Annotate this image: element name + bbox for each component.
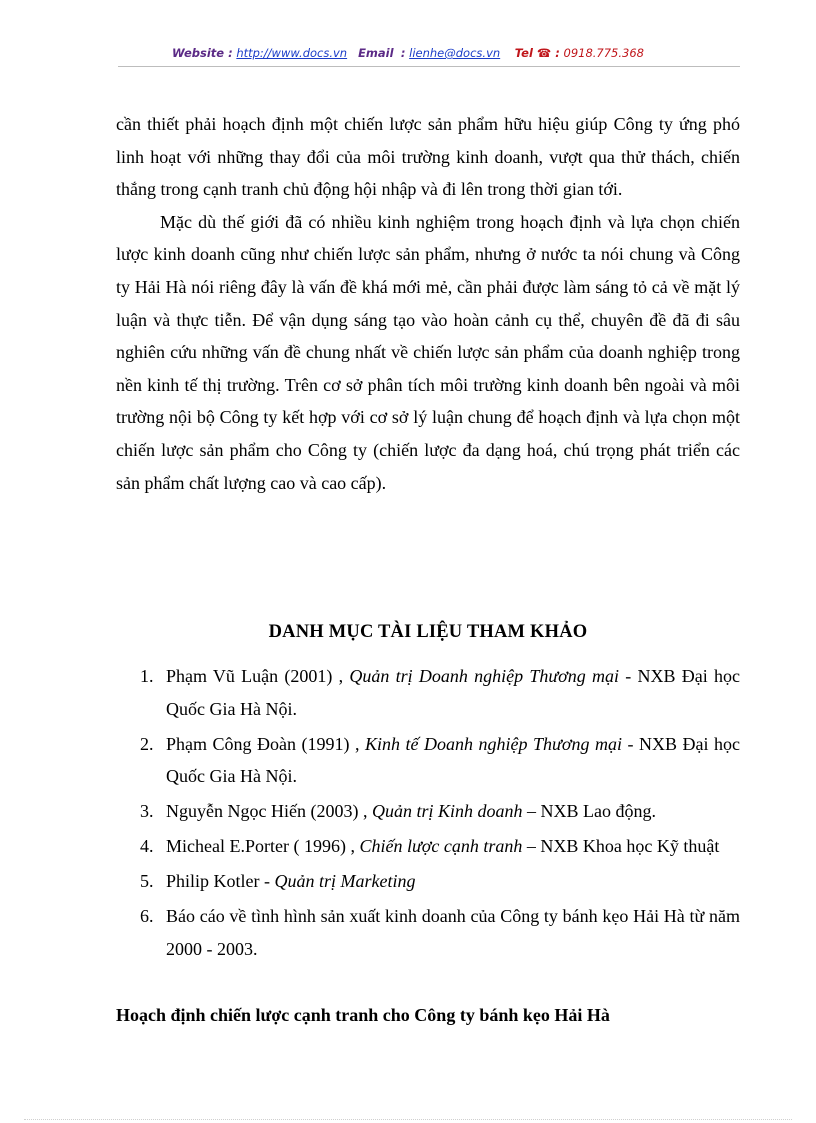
reference-work-title: Quản trị Marketing — [274, 871, 416, 892]
reference-item — [116, 830, 740, 863]
reference-text — [166, 660, 740, 725]
reference-item — [116, 660, 740, 725]
paragraph-2: Mặc dù thế giới đã có nhiều kinh nghiệm trong hoạch định và lựa chọn chiến lược kinh doanh cũng như chiến lược sản phẩm, nhưng ở nước ta nói chung và Công ty Hải Hà nói riêng đây là vấn đề khá mới mẻ, cần phải được làm sáng tỏ cả về mặt lý luận và thực tiễn. Để vận dụng sáng tạo vào hoàn cảnh cụ thể, chuyên đề đã đi sâu nghiên cứu những vấn đề chung nhất về chiến lược sản phẩm của doanh nghiệp trong nền kinh tế thị trường. Trên cơ sở phân tích môi trường kinh doanh bên ngoài và môi trường nội bộ Công ty kết hợp với cơ sở lý luận chung để hoạch định và lựa chọn một chiến lược sản phẩm cho Công ty (chiến lược đa dạng hoá, chú trọng phát triển các sản phẩm chất lượng cao và cao cấp). — [116, 211, 740, 493]
body-text — [116, 108, 740, 499]
reference-author: Philip Kotler - — [166, 871, 275, 892]
bottom-divider — [24, 1119, 792, 1120]
references-list — [116, 660, 740, 968]
reference-item — [116, 795, 740, 828]
reference-author: Báo cáo về tình hình sản xuất kinh doanh của Công ty bánh kẹo Hải Hà từ năm 2000 - 2003. — [166, 906, 740, 959]
reference-work-title: Kinh tế Doanh nghiệp Thương mại — [365, 733, 622, 754]
reference-author: Phạm Vũ Luận (2001) , — [166, 666, 350, 686]
reference-text — [166, 900, 740, 965]
reference-number: 4. — [140, 836, 154, 857]
reference-item — [116, 900, 740, 965]
reference-publisher: - NXB Đại học Quốc Gia Hà Nội. — [166, 733, 741, 787]
reference-work-title: Chiến lược cạnh tranh — [359, 836, 523, 857]
reference-text — [166, 830, 740, 863]
reference-author: Micheal E.Porter ( 1996) , — [166, 836, 360, 857]
website-link[interactable]: http://www.docs.vn — [236, 46, 348, 60]
reference-publisher: – NXB Khoa học Kỹ thuật — [522, 836, 720, 857]
email-separator: : — [400, 46, 406, 60]
reference-number: 1. — [140, 666, 154, 686]
reference-work-title: Quản trị Doanh nghiệp Thương mại — [349, 666, 620, 686]
reference-text — [166, 795, 740, 828]
reference-text — [166, 865, 740, 898]
website-label: Website : — [172, 46, 233, 60]
reference-number: 6. — [140, 906, 154, 927]
page-header — [0, 46, 816, 60]
reference-publisher: - NXB Đại học Quốc Gia Hà Nội. — [166, 666, 740, 719]
tel-number: 0918.775.368 — [563, 46, 644, 60]
reference-author: Nguyễn Ngọc Hiến (2003) , — [166, 801, 372, 822]
reference-item — [116, 865, 740, 898]
reference-number: 2. — [140, 733, 154, 754]
email-label: Email — [358, 46, 394, 60]
paragraph-1: cần thiết phải hoạch định một chiến lược sản phẩm hữu hiệu giúp Công ty ứng phó linh hoạt với những thay đổi của môi trường kinh doanh, vượt qua thử thách, chiến thắng trong cạnh tranh chủ động hội nhập và đi lên trong thời gian tới. — [116, 114, 740, 200]
reference-publisher: – NXB Lao động. — [522, 801, 656, 822]
reference-number: 3. — [140, 801, 154, 822]
reference-work-title: Quản trị Kinh doanh — [371, 801, 523, 822]
header-divider — [118, 66, 740, 67]
email-link[interactable]: lienhe@docs.vn — [409, 46, 501, 60]
reference-item — [116, 728, 740, 793]
reference-text — [166, 728, 740, 793]
reference-author: Phạm Công Đoàn (1991) , — [166, 733, 366, 754]
tel-label: Tel ☎ : — [514, 46, 560, 60]
footer-title: Hoạch định chiến lược cạnh tranh cho Công ty bánh kẹo Hải Hà — [116, 1005, 610, 1025]
references-title: DANH MỤC TÀI LIỆU THAM KHẢO — [268, 622, 588, 642]
reference-number: 5. — [140, 871, 154, 892]
